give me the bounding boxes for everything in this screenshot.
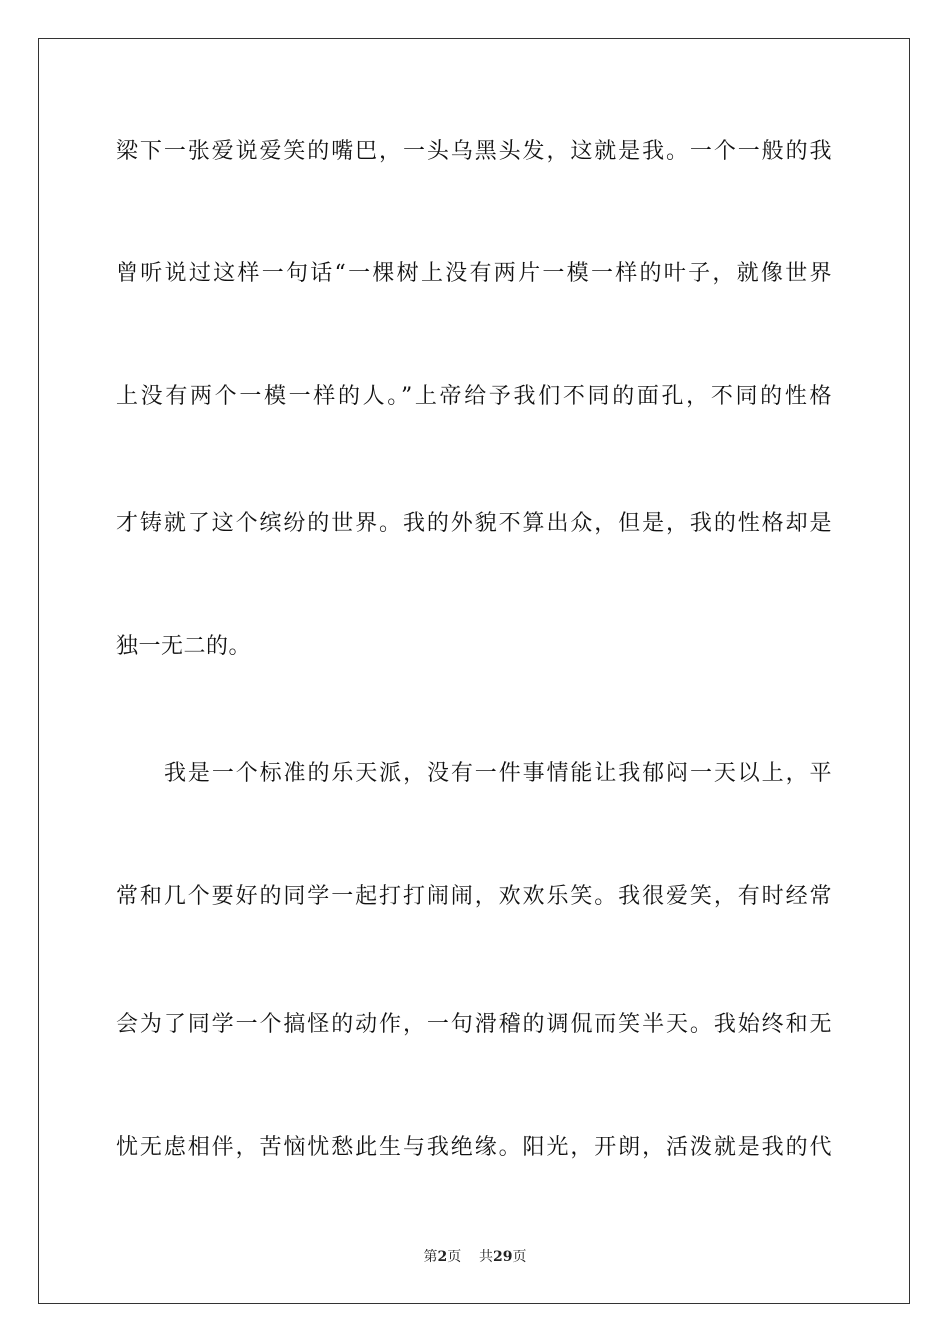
text-line-7: 常和几个要好的同学一起打打闹闹，欢欢乐笑。我很爱笑，有时经常 (116, 884, 832, 909)
page-prefix: 第 (423, 1249, 438, 1265)
text-line-9: 忧无虑相伴，苦恼忧愁此生与我绝缘。阳光，开朗，活泼就是我的代 (116, 1135, 832, 1160)
text-line-5: 独一无二的。 (116, 634, 252, 659)
total-suffix: 页 (512, 1249, 527, 1265)
page-border (38, 38, 910, 1304)
text-line-2: 曾听说过这样一句话“一棵树上没有两片一模一样的叶子，就像世界 (116, 261, 832, 286)
text-line-8: 会为了同学一个搞怪的动作，一句滑稽的调侃而笑半天。我始终和无 (116, 1012, 832, 1037)
total-prefix: 共 (479, 1249, 494, 1265)
text-line-4: 才铸就了这个缤纷的世界。我的外貌不算出众，但是，我的性格却是 (116, 511, 832, 536)
text-line-6: 我是一个标准的乐天派，没有一件事情能让我郁闷一天以上，平 (164, 761, 832, 786)
page-footer (0, 1248, 950, 1266)
total-pages: 29 (493, 1249, 513, 1265)
page-suffix: 页 (447, 1249, 462, 1265)
page-number: 2 (437, 1249, 448, 1265)
text-line-1: 梁下一张爱说爱笑的嘴巴，一头乌黑头发，这就是我。一个一般的我 (116, 139, 832, 164)
text-line-3: 上没有两个一模一样的人。”上帝给予我们不同的面孔，不同的性格 (116, 384, 832, 409)
